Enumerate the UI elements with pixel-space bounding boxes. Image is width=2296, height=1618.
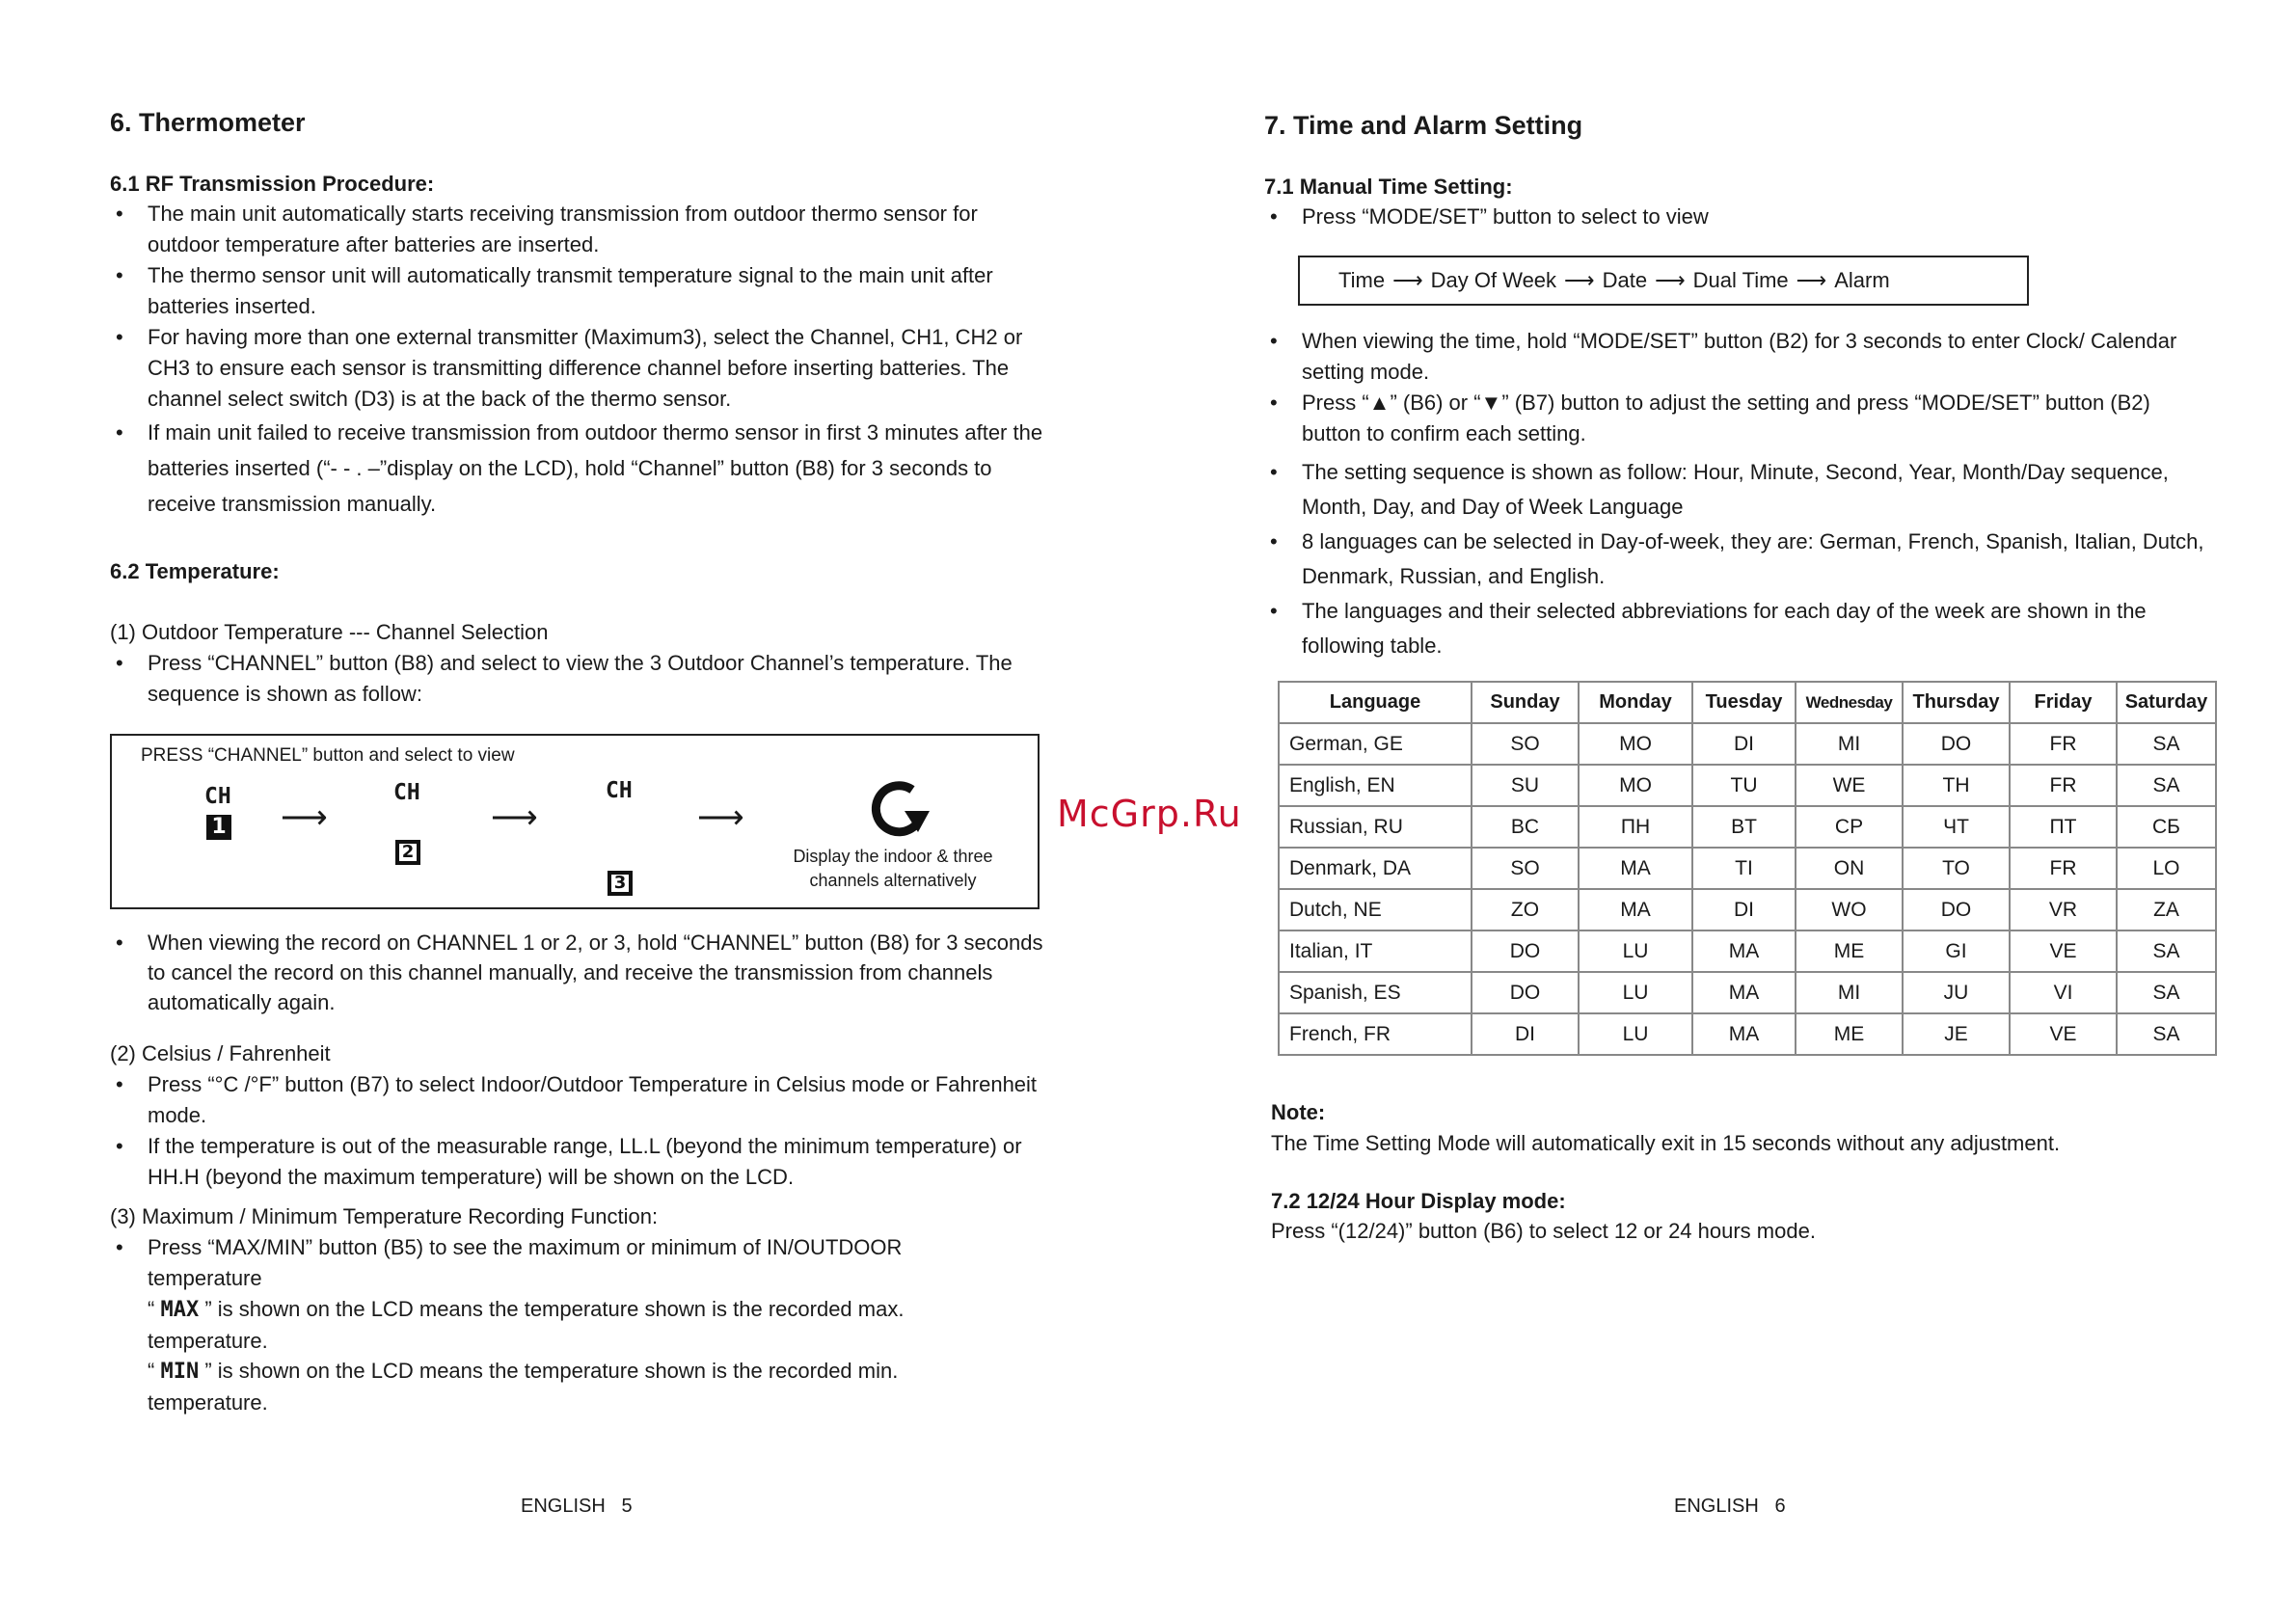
celsius-fahrenheit-list [110, 1069, 1050, 1193]
day-abbreviation-cell: MI [1796, 723, 1903, 765]
day-abbreviation-cell: DI [1692, 723, 1796, 765]
day-abbreviation-cell: SA [2117, 972, 2216, 1013]
section-7-title: 7. Time and Alarm Setting [1264, 111, 1583, 140]
table-row [1279, 1013, 2216, 1055]
table-header-cell: Language [1279, 682, 1472, 723]
min-description: “ MIN ” is shown on the LCD means the temperature shown is the recorded min. temperature. [148, 1359, 899, 1415]
ch3-label: CH [606, 778, 633, 803]
day-abbreviation-cell: MA [1692, 972, 1796, 1013]
flow-step: Dual Time [1692, 268, 1789, 292]
section-7-1-first-list [1264, 202, 2228, 232]
table-header-cell: Thursday [1903, 682, 2010, 723]
table-row [1279, 765, 2216, 806]
max-description: “ MAX ” is shown on the LCD means the temperature shown is the recorded max. temperature. [148, 1297, 905, 1353]
list-item: • The main unit automatically starts receiving transmission from outdoor thermo sensor for outdoor temperature after batteries are inserted. [110, 199, 1050, 260]
section-6-1-list [110, 199, 1050, 522]
channel-1-digit: 1 [206, 815, 231, 840]
outdoor-list [110, 648, 1036, 710]
list-item: • Press “MAX/MIN” button (B5) to see the maximum or minimum of IN/OUTDOOR temperature [110, 1232, 1002, 1294]
page-footer-left: ENGLISH 5 [521, 1496, 633, 1517]
max-min-heading: (3) Maximum / Minimum Temperature Recording Function: [110, 1204, 659, 1228]
day-abbreviation-table [1278, 681, 2217, 1056]
day-abbreviation-cell: VI [2010, 972, 2117, 1013]
section-6-title: 6. Thermometer [110, 108, 306, 137]
day-abbreviation-cell: BT [1692, 806, 1796, 848]
arrow-right-icon: ⟶ [1564, 268, 1595, 292]
arrow-right-icon: ⟶ [1392, 268, 1423, 292]
day-abbreviation-cell: DO [1472, 972, 1579, 1013]
list-item: • The setting sequence is shown as follow: Hour, Minute, Second, Year, Month/Day sequence, Month, Day, and Day of Week Language [1264, 455, 2204, 525]
table-header-cell: Sunday [1472, 682, 1579, 723]
day-abbreviation-cell: ПТ [2010, 806, 2117, 848]
language-cell: English, EN [1279, 765, 1472, 806]
day-abbreviation-cell: SA [2117, 723, 2216, 765]
list-item: • When viewing the time, hold “MODE/SET” button (B2) for 3 seconds to enter Clock/ Calendar setting mode. [1264, 326, 2204, 388]
celsius-fahrenheit-heading: (2) Celsius / Fahrenheit [110, 1041, 331, 1065]
day-abbreviation-cell: TU [1692, 765, 1796, 806]
day-abbreviation-cell: LU [1579, 972, 1692, 1013]
day-abbreviation-cell: FR [2010, 765, 2117, 806]
day-abbreviation-cell: LU [1579, 930, 1692, 972]
table-row [1279, 723, 2216, 765]
table-row [1279, 848, 2216, 889]
list-item: • Press “MODE/SET” button to select to view [1264, 202, 2228, 232]
cycle-icon [866, 776, 933, 840]
day-abbreviation-cell: DO [1472, 930, 1579, 972]
record-list [110, 928, 1050, 1017]
language-cell: Italian, IT [1279, 930, 1472, 972]
day-abbreviation-cell: CP [1796, 806, 1903, 848]
day-abbreviation-cell: VE [2010, 930, 2117, 972]
table-header-cell: Friday [2010, 682, 2117, 723]
day-abbreviation-cell: WE [1796, 765, 1903, 806]
list-item: • The thermo sensor unit will automatically transmit temperature signal to the main unit after batteries inserted. [110, 260, 1050, 322]
day-abbreviation-cell: LU [1579, 1013, 1692, 1055]
list-item: • Press “▲” (B6) or “▼” (B7) button to adjust the setting and press “MODE/SET” button (B2) button to confirm each setting. [1264, 388, 2204, 449]
channel-2-digit: 2 [395, 840, 420, 865]
channel-3-digit: 3 [608, 871, 633, 896]
day-abbreviation-cell: СБ [2117, 806, 2216, 848]
day-abbreviation-cell: FR [2010, 723, 2117, 765]
arrow-right-icon: ⟶ [1655, 268, 1686, 292]
day-abbreviation-cell: MO [1579, 723, 1692, 765]
day-abbreviation-cell: SO [1472, 723, 1579, 765]
section-7-1-heading: 7.1 Manual Time Setting: [1264, 175, 1513, 199]
day-abbreviation-cell: DO [1903, 889, 2010, 930]
mode-sequence-box [1298, 256, 2029, 306]
note-text: The Time Setting Mode will automatically exit in 15 seconds without any adjustment. [1271, 1131, 2061, 1155]
note-heading: Note: [1271, 1100, 1326, 1124]
page-footer-right: ENGLISH 6 [1674, 1496, 1786, 1517]
max-lcd-label: MAX [160, 1298, 200, 1322]
day-abbreviation-cell: GI [1903, 930, 2010, 972]
table-header-cell: Tuesday [1692, 682, 1796, 723]
ch1-label: CH [204, 784, 231, 809]
list-item: • If main unit failed to receive transmission from outdoor thermo sensor in first 3 minutes after the batteries inserted (“- - . –”display on the LCD), hold “Channel” button (B8) for 3 seconds to receive transmission manually. [110, 415, 1050, 522]
day-abbreviation-cell: TI [1692, 848, 1796, 889]
day-abbreviation-cell: ME [1796, 1013, 1903, 1055]
channel-sequence-box [110, 734, 1040, 909]
day-abbreviation-cell: TO [1903, 848, 2010, 889]
day-abbreviation-cell: ME [1796, 930, 1903, 972]
day-abbreviation-cell: MO [1579, 765, 1692, 806]
day-abbreviation-cell: JE [1903, 1013, 2010, 1055]
day-abbreviation-cell: MA [1579, 848, 1692, 889]
table-row [1279, 806, 2216, 848]
day-abbreviation-cell: MI [1796, 972, 1903, 1013]
day-abbreviation-cell: ON [1796, 848, 1903, 889]
list-item: • For having more than one external transmitter (Maximum3), select the Channel, CH1, CH2 or CH3 to ensure each sensor is transmitting difference channel before inserting batteries. The channel select switch (D3) is at the back of the thermo sensor. [110, 322, 1050, 415]
day-abbreviation-cell: MA [1692, 1013, 1796, 1055]
day-abbreviation-cell: VR [2010, 889, 2117, 930]
table-header-cell: Wednesday [1796, 682, 1903, 723]
section-7-2-heading: 7.2 12/24 Hour Display mode: [1271, 1189, 1566, 1213]
list-item: • The languages and their selected abbreviations for each day of the week are shown in the following table. [1264, 594, 2204, 663]
day-abbreviation-cell: JU [1903, 972, 2010, 1013]
flow-step: Alarm [1834, 268, 1890, 292]
day-abbreviation-cell: DI [1692, 889, 1796, 930]
language-cell: Denmark, DA [1279, 848, 1472, 889]
table-row [1279, 930, 2216, 972]
flow-step: Time [1338, 268, 1386, 292]
day-abbreviation-cell: ZA [2117, 889, 2216, 930]
day-abbreviation-cell: ПН [1579, 806, 1692, 848]
min-lcd-label: MIN [160, 1360, 200, 1384]
language-cell: German, GE [1279, 723, 1472, 765]
arrow-right-icon: ⟶ [281, 799, 328, 836]
day-abbreviation-cell: SO [1472, 848, 1579, 889]
day-abbreviation-cell: DO [1903, 723, 2010, 765]
list-item: • Press “CHANNEL” button (B8) and select to view the 3 Outdoor Channel’s temperature. The sequence is shown as follow: [110, 648, 1036, 710]
language-cell: Russian, RU [1279, 806, 1472, 848]
day-abbreviation-cell: BC [1472, 806, 1579, 848]
arrow-right-icon: ⟶ [491, 799, 538, 836]
day-abbreviation-cell: ЧТ [1903, 806, 2010, 848]
day-abbreviation-cell: SA [2117, 765, 2216, 806]
arrow-right-icon: ⟶ [697, 799, 744, 836]
day-abbreviation-cell: TH [1903, 765, 2010, 806]
day-abbreviation-cell: FR [2010, 848, 2117, 889]
section-6-2-heading: 6.2 Temperature: [110, 559, 280, 583]
list-item: • When viewing the record on CHANNEL 1 or 2, or 3, hold “CHANNEL” button (B8) for 3 seconds to cancel the record on this channel manually, and receive the transmission from channels automatically again. [110, 928, 1050, 1017]
table-body [1279, 723, 2216, 1055]
day-abbreviation-cell: LO [2117, 848, 2216, 889]
section-7-2-text: Press “(12/24)” button (B6) to select 12 or 24 hours mode. [1271, 1219, 1816, 1243]
day-abbreviation-cell: SU [1472, 765, 1579, 806]
table-header-cell: Monday [1579, 682, 1692, 723]
ch2-label: CH [393, 780, 420, 805]
day-abbreviation-cell: MA [1692, 930, 1796, 972]
flow-step: Date [1602, 268, 1648, 292]
day-abbreviation-cell: SA [2117, 1013, 2216, 1055]
channel-display-text: Display the indoor & three channels alternatively [793, 847, 993, 890]
max-min-list [110, 1232, 1002, 1294]
channel-box-caption: PRESS “CHANNEL” button and select to view [141, 745, 515, 766]
day-abbreviation-cell: ZO [1472, 889, 1579, 930]
outdoor-temperature-heading: (1) Outdoor Temperature --- Channel Selection [110, 620, 549, 644]
day-abbreviation-cell: WO [1796, 889, 1903, 930]
flow-step: Day Of Week [1430, 268, 1557, 292]
day-abbreviation-cell: VE [2010, 1013, 2117, 1055]
table-row [1279, 972, 2216, 1013]
watermark-text: McGrp.Ru [1057, 793, 1242, 835]
table-row [1279, 889, 2216, 930]
language-cell: Spanish, ES [1279, 972, 1472, 1013]
day-abbreviation-cell: MA [1579, 889, 1692, 930]
language-cell: French, FR [1279, 1013, 1472, 1055]
table-header-row [1279, 682, 2216, 723]
language-cell: Dutch, NE [1279, 889, 1472, 930]
day-abbreviation-cell: DI [1472, 1013, 1579, 1055]
list-item: • If the temperature is out of the measurable range, LL.L (beyond the minimum temperature) or HH.H (beyond the maximum temperature) will be shown on the LCD. [110, 1131, 1050, 1193]
section-7-1-list [1264, 326, 2204, 663]
list-item: • 8 languages can be selected in Day-of-week, they are: German, French, Spanish, Italian, Dutch, Denmark, Russian, and English. [1264, 525, 2204, 594]
section-6-1-heading: 6.1 RF Transmission Procedure: [110, 172, 435, 196]
day-abbreviation-cell: SA [2117, 930, 2216, 972]
list-item: • Press “°C /°F” button (B7) to select Indoor/Outdoor Temperature in Celsius mode or Fahrenheit mode. [110, 1069, 1050, 1131]
table-header-cell: Saturday [2117, 682, 2216, 723]
arrow-right-icon: ⟶ [1796, 268, 1827, 292]
